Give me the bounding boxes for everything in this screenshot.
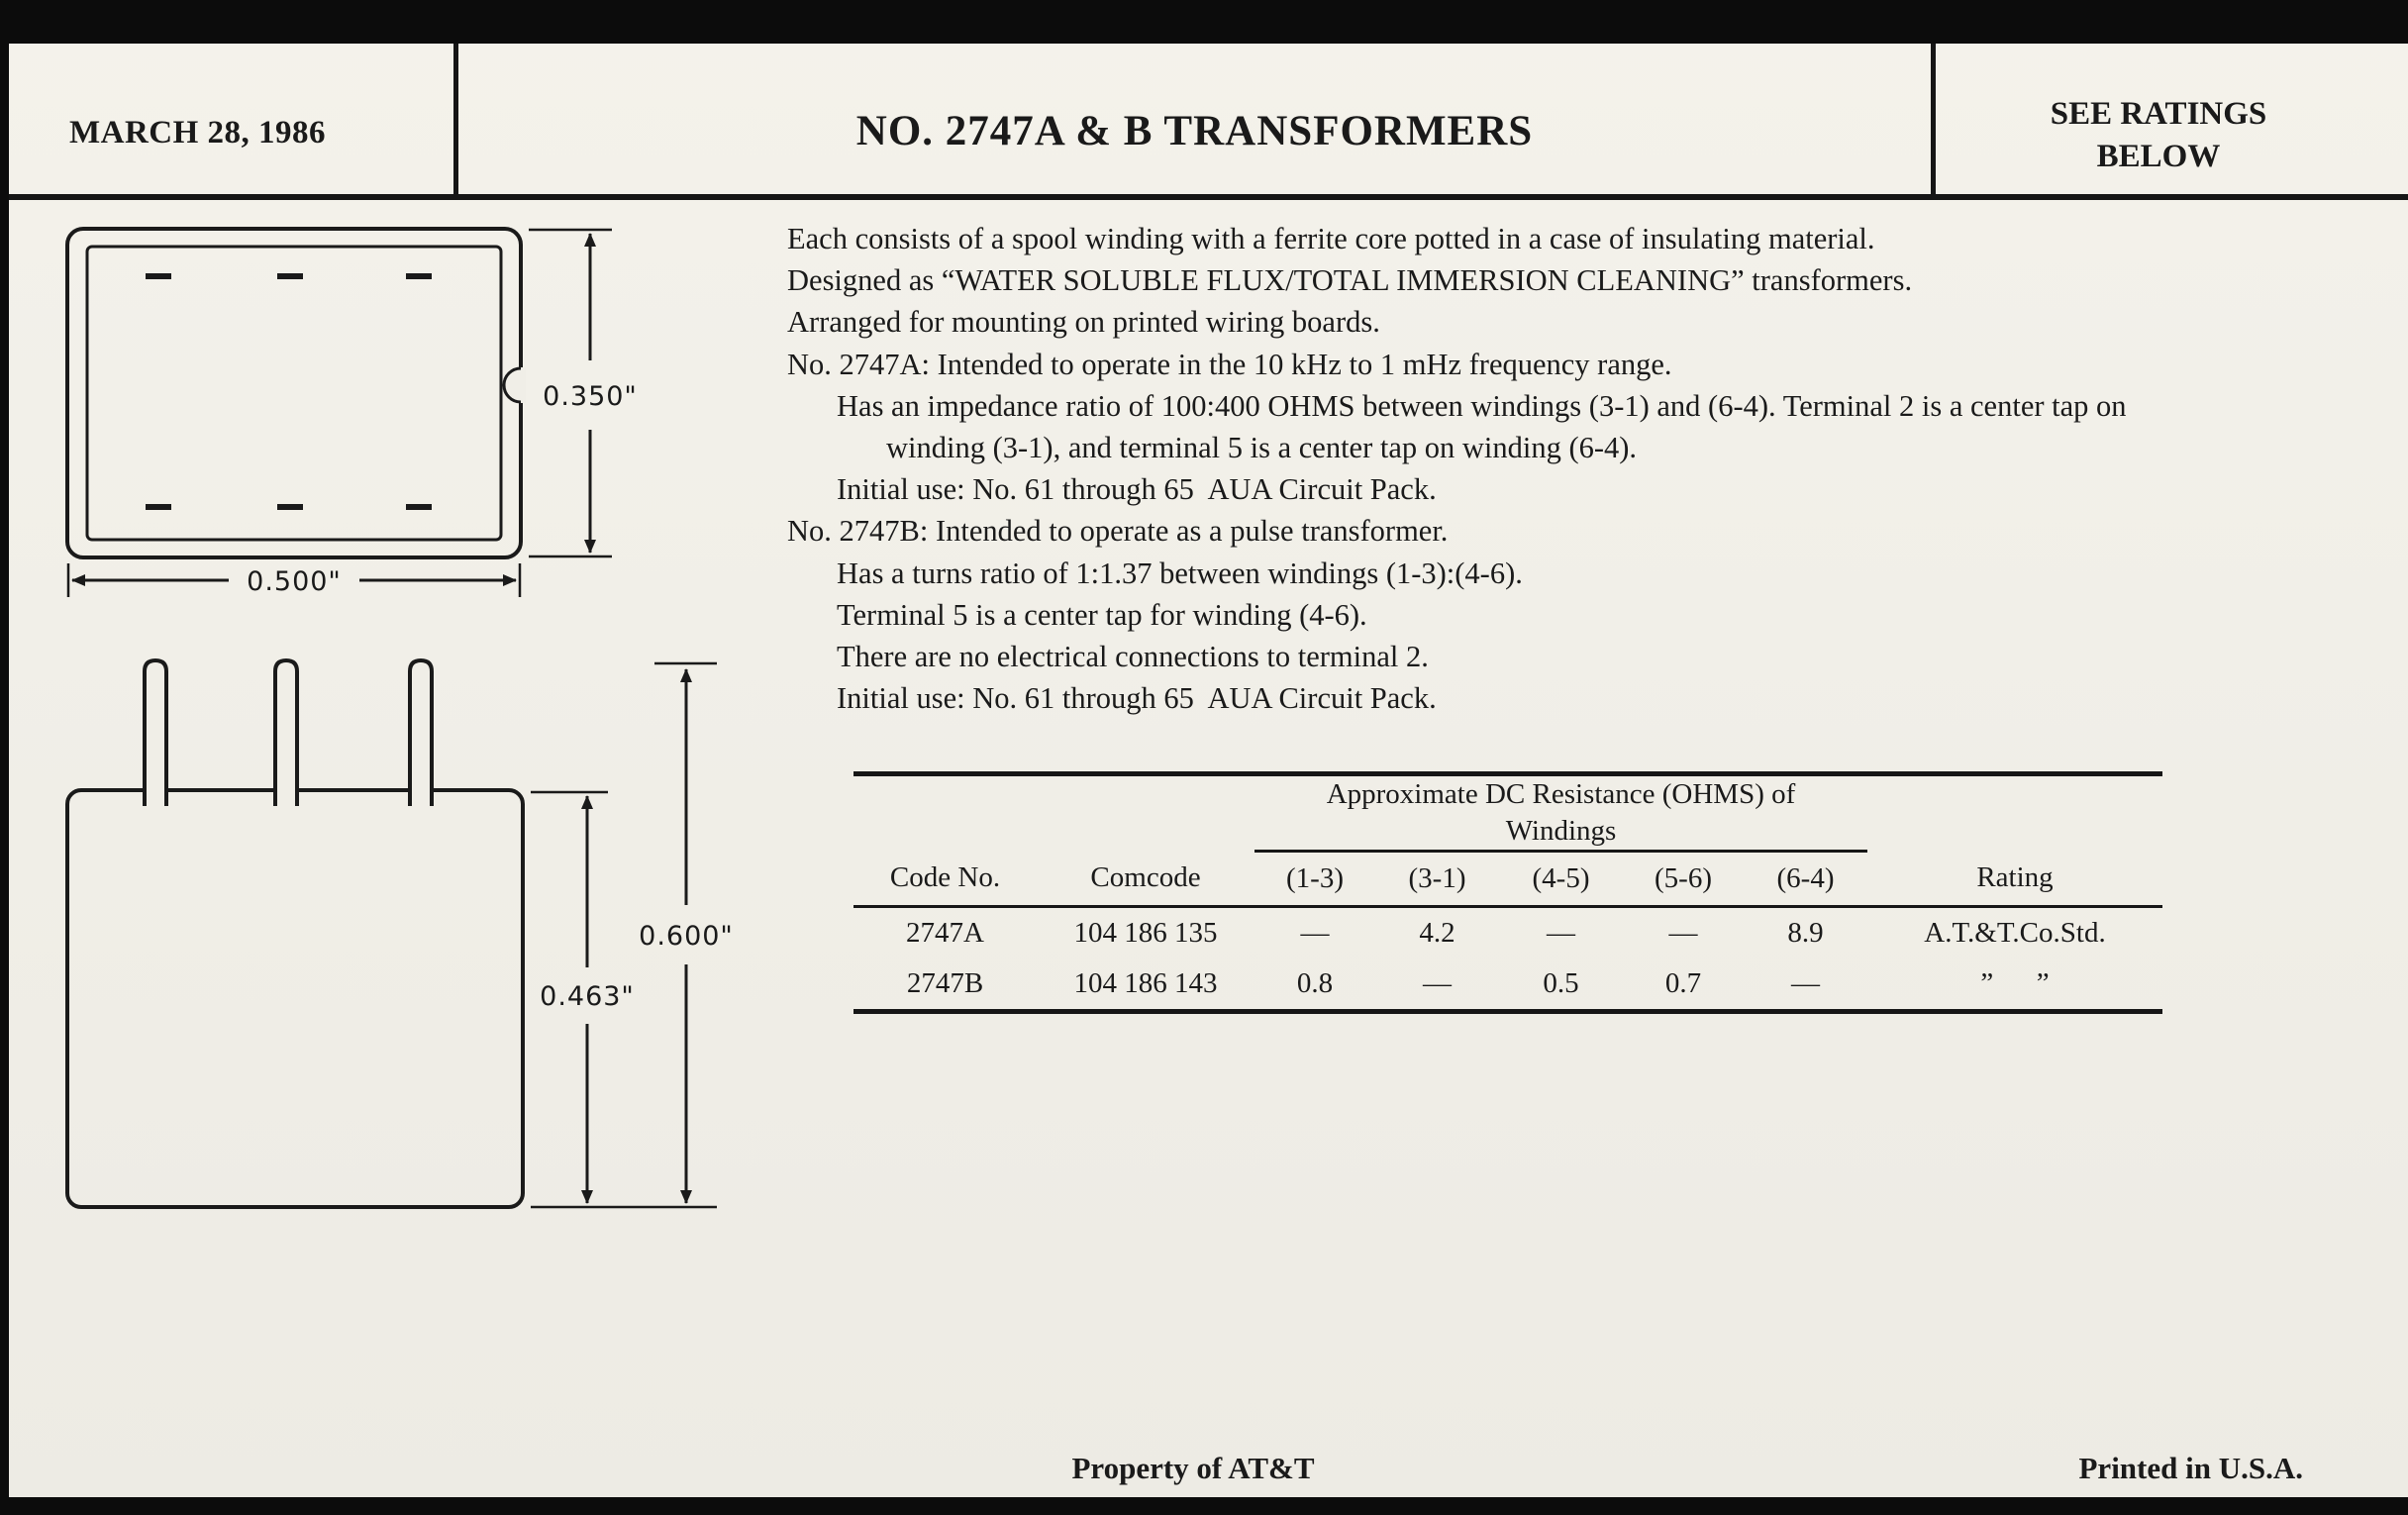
column-header-3-1: (3-1)	[1375, 852, 1499, 907]
table-cell: 104 186 143	[1073, 967, 1218, 1000]
description-line: Each consists of a spool winding with a ferrite core potted in a case of insulating material.	[787, 222, 1875, 255]
description-line: No. 2747A: Intended to operate in the 10 kHz to 1 mHz frequency range.	[787, 347, 1672, 381]
case-body	[67, 790, 523, 1207]
description-line: Terminal 5 is a center tap for winding (4-6).	[837, 597, 1367, 632]
footer-printed-notice: Printed in U.S.A.	[2078, 1451, 2303, 1485]
dimension-label-body-height: 0.463"	[540, 981, 635, 1012]
table-cell: 0.7	[1664, 967, 1702, 1000]
dimension-label-height: 0.350"	[543, 381, 638, 412]
group-header-resistance	[1254, 774, 1867, 852]
description-line: Designed as “WATER SOLUBLE FLUX/TOTAL IMMERSION CLEANING” transformers.	[787, 263, 1913, 298]
ratings-note-line2: BELOW	[2096, 139, 2221, 174]
case-notch	[504, 367, 526, 403]
dimension-label-width: 0.500"	[247, 566, 342, 597]
header-rule	[9, 194, 2408, 200]
dimension-label-overall-height: 0.600"	[639, 921, 734, 952]
table-cell: 2747A	[906, 917, 984, 950]
table-cell: 104 186 135	[1073, 917, 1218, 950]
table-group-header-row	[853, 774, 2162, 852]
table-cell: —	[1791, 967, 1820, 1000]
column-header-6-4: (6-4)	[1744, 852, 1867, 907]
ratings-table-body	[853, 907, 2162, 1012]
description-line: No. 2747B: Intended to operate as a pulse transformer.	[787, 514, 1449, 549]
table-cell: 0.8	[1296, 967, 1334, 1000]
column-header-4-5: (4-5)	[1499, 852, 1623, 907]
group-header-spacer	[853, 774, 1254, 852]
column-header-rating: Rating	[1867, 852, 2162, 907]
scan-edge-bottom	[0, 1497, 2408, 1515]
scan-edge-top	[0, 0, 2408, 44]
table-row	[853, 960, 2162, 1012]
table-cell: 2747B	[906, 967, 984, 1000]
document-date: MARCH 28, 1986	[69, 115, 327, 151]
footer-property-notice: Property of AT&T	[1071, 1451, 1315, 1485]
description-block	[787, 218, 2391, 719]
table-row	[853, 907, 2162, 960]
table-cell: 4.2	[1419, 917, 1455, 950]
description-line: Arranged for mounting on printed wiring boards.	[787, 305, 1380, 340]
table-column-header-row	[853, 852, 2162, 907]
page-title: NO. 2747A & B TRANSFORMERS	[855, 108, 1534, 154]
table-cell: —	[1668, 917, 1698, 950]
table-cell: —	[1423, 967, 1452, 1000]
table-cell: —	[1300, 917, 1330, 950]
table-cell: —	[1547, 917, 1575, 950]
side-view-drawing	[65, 656, 758, 1230]
ratings-note	[1936, 93, 2381, 178]
description-line: Has a turns ratio of 1:1.37 between windings (1-3):(4-6).	[837, 556, 1523, 590]
description-line: winding (3-1), and terminal 5 is a center tap on winding (6-4).	[886, 431, 1638, 465]
description-line: Has an impedance ratio of 100:400 OHMS between windings (3-1) and (6-4). Terminal 2 is a center tap on	[837, 388, 2127, 423]
column-header-comcode: Comcode	[1037, 852, 1254, 907]
case-inner-outline	[87, 247, 501, 540]
description-line: Initial use: No. 61 through 65 AUA Circuit Pack.	[837, 472, 1437, 507]
terminal-pins	[145, 660, 432, 806]
table-cell: A.T.&T.Co.Std.	[1924, 917, 2106, 950]
column-header-5-6: (5-6)	[1623, 852, 1744, 907]
terminal-marks	[146, 273, 432, 510]
ratings-note-line1: SEE RATINGS	[2050, 96, 2267, 132]
column-header-1-3: (1-3)	[1254, 852, 1375, 907]
scan-edge-left	[0, 44, 9, 1515]
description-line: There are no electrical connections to terminal 2.	[837, 640, 1429, 674]
ratings-table-wrap	[853, 771, 2162, 1014]
group-header-line1: Approximate DC Resistance (OHMS) of	[1326, 778, 1796, 810]
table-cell: 0.5	[1543, 967, 1579, 1000]
table-cell: 8.9	[1787, 917, 1824, 950]
column-header-code: Code No.	[853, 852, 1037, 907]
ratings-table	[853, 771, 2162, 1014]
table-cell: ” ”	[1980, 967, 2050, 1000]
group-header-spacer	[1867, 774, 2162, 852]
top-view-drawing	[65, 227, 659, 623]
description-line: Initial use: No. 61 through 65 AUA Circuit Pack.	[837, 681, 1437, 716]
group-header-line2: Windings	[1505, 815, 1617, 847]
